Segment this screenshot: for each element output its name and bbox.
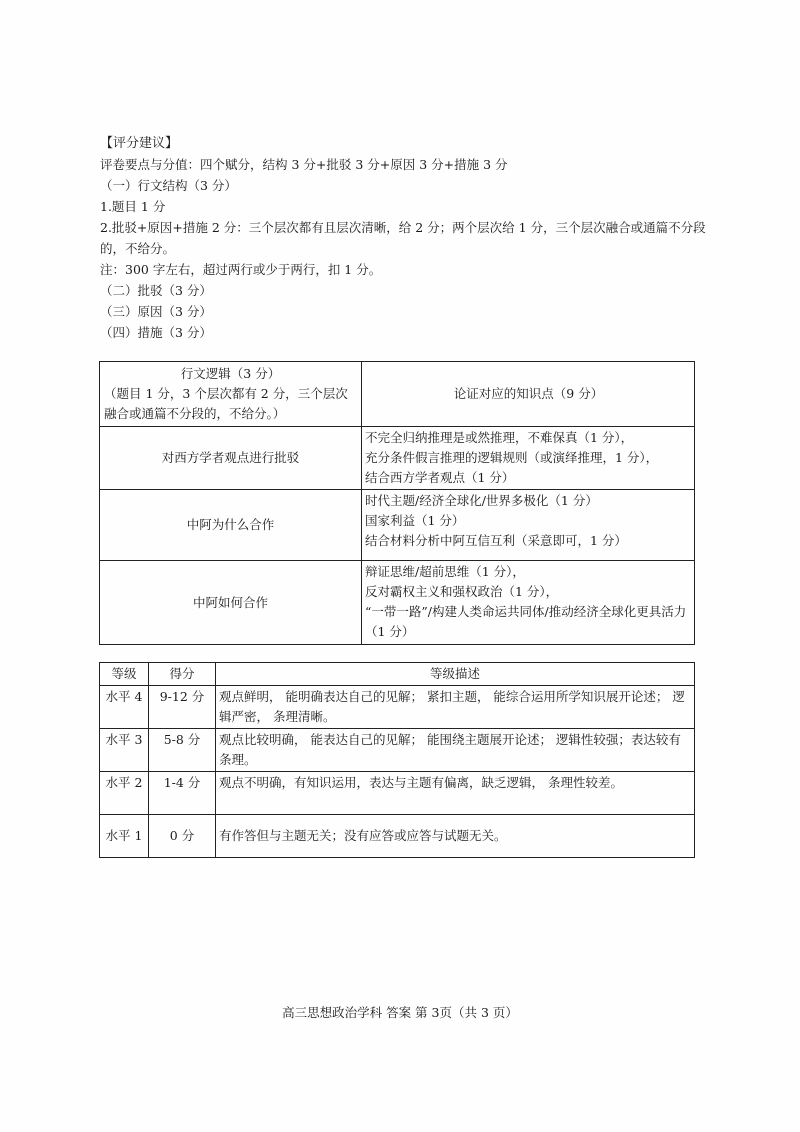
notes-line: （一）行文结构（3 分） [100,178,237,193]
point-line: “一带一路”/构建人类命运共同体/推动经济全球化更具活力（1 分） [365,604,687,639]
table-row [100,362,695,427]
table-cell-points [362,427,695,490]
table-header-cell: 论证对应的知识点（9 分） [362,362,695,427]
table-row [100,729,695,772]
table-row [100,815,695,858]
level-cell: 水平 2 [100,772,149,815]
description-cell: 观点不明确，有知识运用，表达与主题有偏离，缺乏逻辑， 条理性较差。 [216,772,695,815]
description-cell: 观点鲜明， 能明确表达自己的见解； 紧扣主题， 能综合运用所学知识展开论述； 逻辑严密， 条理清晰。 [216,686,695,729]
notes-line: 注：300 字左右，超过两行或少于两行，扣 1 分。 [100,262,382,277]
point-line: 充分条件假言推理的逻辑规则（或演绎推理，1 分）， [365,450,659,465]
score-cell: 0 分 [149,815,216,858]
knowledge-points-table [99,361,695,645]
point-line: 结合材料分析中阿互信互利（采意即可，1 分） [365,533,627,548]
header-score: 得分 [149,663,216,686]
notes-title: 【评分建议】 [100,136,179,151]
table-header-cell [100,362,362,427]
scoring-notes [100,133,710,343]
table-row [100,427,695,490]
level-cell: 水平 1 [100,815,149,858]
header-left-note: （题目 1 分，3 个层次都有 2 分，三个层次融合或通篇不分段的，不给分。） [104,386,348,421]
point-line: 时代主题/经济全球化/世界多极化（1 分） [365,493,598,508]
table-cell-topic: 中阿为什么合作 [100,490,362,561]
notes-line: 评卷要点与分值：四个赋分，结构 3 分+批驳 3 分+原因 3 分+措施 3 分 [100,157,508,172]
table-row [100,490,695,561]
point-line: 结合西方学者观点（1 分） [365,470,515,485]
point-line: 辩证思维/超前思维（1 分）， [365,564,525,579]
table-cell-topic: 对西方学者观点进行批驳 [100,427,362,490]
notes-line: 2.批驳+原因+措施 2 分：三个层次都有且层次清晰，给 2 分；两个层次给 1 分，三个层次融合或通篇不分段的，不给分。 [100,220,706,256]
header-level: 等级 [100,663,149,686]
table-cell-topic: 中阿如何合作 [100,561,362,645]
point-line: 不完全归纳推理是或然推理，不难保真（1 分）， [365,430,634,445]
table-row [100,686,695,729]
score-cell: 9-12 分 [149,686,216,729]
notes-line: （二）批驳（3 分） [100,283,212,298]
point-line: 反对霸权主义和强权政治（1 分）， [365,584,559,599]
notes-line: 1.题目 1 分 [100,199,166,214]
table-header-row [100,663,695,686]
table-row [100,772,695,815]
table-cell-points [362,561,695,645]
description-cell: 观点比较明确， 能表达自己的见解； 能围绕主题展开论述； 逻辑性较强；表达较有条理。 [216,729,695,772]
header-description: 等级描述 [216,663,695,686]
point-line: 国家利益（1 分） [365,513,465,528]
table-cell-points [362,490,695,561]
grading-level-table [99,662,695,858]
page-footer: 高三思想政治学科 答案 第 3页（共 3 页） [282,1005,518,1020]
header-left-title: 行文逻辑（3 分） [180,366,281,381]
notes-line: （三）原因（3 分） [100,304,212,319]
score-cell: 5-8 分 [149,729,216,772]
notes-line: （四）措施（3 分） [100,325,212,340]
score-cell: 1-4 分 [149,772,216,815]
description-cell: 有作答但与主题无关；没有应答或应答与试题无关。 [216,815,695,858]
table-row [100,561,695,645]
level-cell: 水平 3 [100,729,149,772]
level-cell: 水平 4 [100,686,149,729]
